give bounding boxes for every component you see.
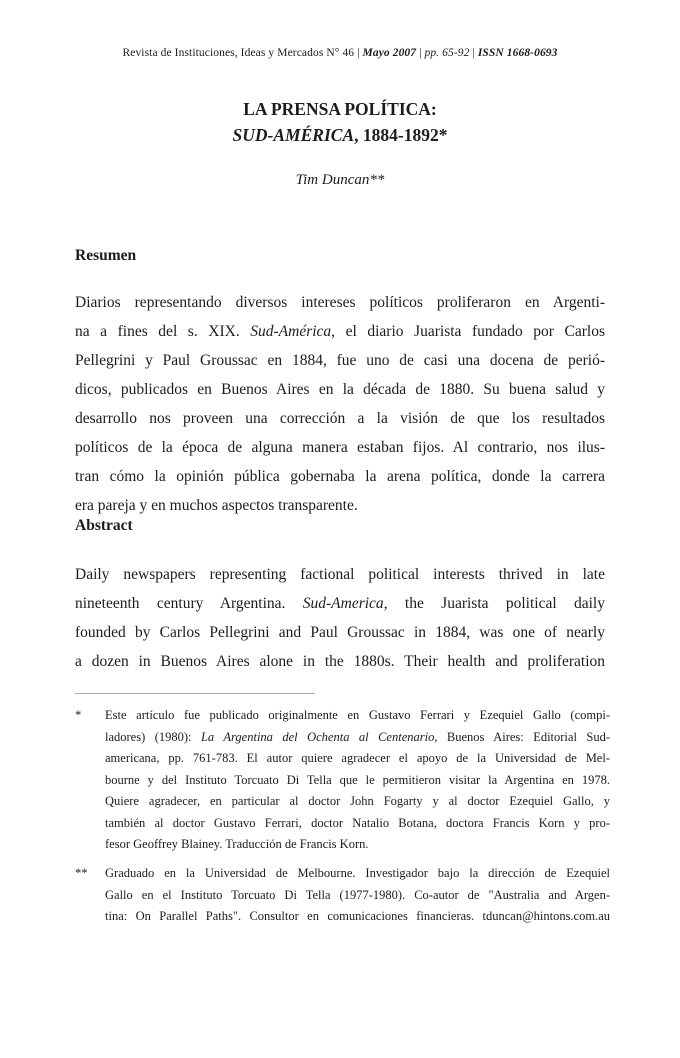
text-segment: políticos de la época de alguna manera estaban fijos. Al contrario, nos ilus-	[75, 439, 605, 456]
text-line	[75, 122, 605, 148]
text-segment: nineteenth century Argentina.	[75, 595, 303, 612]
text-segment: Sud-América	[250, 323, 332, 340]
text-segment: La Argentina del Ochenta al Centenario	[200, 729, 435, 744]
article-title	[75, 96, 605, 148]
text-line	[75, 433, 605, 462]
text-segment: Pellegrini y Paul Groussac en 1884, fue uno de casi una docena de perió-	[75, 352, 605, 369]
footnote-separator	[75, 693, 315, 694]
resumen-heading: Resumen	[75, 247, 137, 264]
text-segment: Revista de Instituciones, Ideas y Mercados N° 46	[122, 47, 355, 59]
text-line	[75, 560, 605, 589]
text-line	[105, 834, 610, 856]
text-segment: |	[416, 47, 425, 59]
text-line	[105, 770, 610, 792]
author-byline	[0, 172, 680, 189]
text-segment: Daily newspapers representing factional political interests thrived in late	[75, 566, 605, 583]
text-segment: bourne y del Instituto Torcuato Di Tella que le permitieron visitar la Argentina en 1978.	[105, 772, 610, 787]
text-line	[105, 863, 610, 885]
text-line	[75, 462, 605, 491]
text-segment: Mayo 2007	[362, 47, 417, 59]
text-line	[105, 885, 610, 907]
text-line	[75, 317, 605, 346]
text-segment: Diarios representando diversos intereses políticos proliferaron en Argenti-	[75, 294, 605, 311]
footnote-text	[105, 705, 610, 856]
footnote-first	[75, 705, 610, 856]
text-line	[75, 288, 605, 317]
footnote-marker: *	[75, 708, 82, 722]
text-segment: fesor Geoffrey Blainey. Traducción de Francis Korn.	[105, 837, 369, 851]
text-segment: na a fines del s. XIX.	[75, 323, 251, 340]
text-line	[105, 813, 610, 835]
text-segment: founded by Carlos Pellegrini and Paul Groussac in 1884, was one of nearly	[75, 624, 605, 641]
text-segment: , 1884-1892*	[354, 125, 448, 145]
text-line	[75, 647, 605, 676]
text-segment: desarrollo nos proveen una corrección a la visión de que los resultados	[75, 410, 605, 427]
text-line	[105, 906, 610, 928]
journal-header	[0, 47, 680, 59]
text-segment: ladores) (1980):	[105, 729, 201, 744]
footnote-text	[105, 863, 610, 928]
text-line	[75, 404, 605, 433]
text-segment: era pareja y en muchos aspectos transparente.	[75, 497, 358, 514]
text-segment: SUD-AMÉRICA	[232, 125, 355, 145]
text-segment: Gallo en el Instituto Torcuato Di Tella (1977-1980). Co-autor de "Australia and Argen-	[105, 887, 610, 902]
text-segment: , el diario Juarista fundado por Carlos	[331, 323, 605, 340]
text-segment: pp. 65-92	[424, 47, 470, 59]
text-segment: tran cómo la opinión pública gobernaba la arena política, donde la carrera	[75, 468, 605, 485]
text-segment: Quiere agradecer, en particular al doctor John Fogarty y al doctor Ezequiel Gallo, y	[105, 794, 610, 808]
footnote-marker: **	[75, 866, 88, 880]
text-line	[75, 346, 605, 375]
text-segment: |	[469, 47, 478, 59]
text-line	[75, 618, 605, 647]
text-segment: Sud-America	[302, 595, 384, 612]
text-segment: , the Juarista political daily	[383, 595, 605, 612]
text-segment: Este artículo fue publicado originalmente en Gustavo Ferrari y Ezequiel Gallo (compi-	[105, 708, 610, 722]
footnote-second	[75, 863, 610, 928]
text-segment: ISSN 1668-0693	[477, 47, 558, 59]
text-segment: LA PRENSA POLÍTICA:	[243, 99, 437, 119]
text-line	[75, 96, 605, 122]
text-segment: dicos, publicados en Buenos Aires en la década de 1880. Su buena salud y	[75, 381, 605, 398]
text-line	[75, 491, 605, 520]
text-line	[105, 791, 610, 813]
text-line	[75, 589, 605, 618]
abstract-heading: Abstract	[75, 517, 133, 534]
text-segment: |	[354, 47, 363, 59]
text-segment: americana, pp. 761-783. El autor quiere agradecer el apoyo de la Universidad de Mel-	[105, 751, 610, 765]
text-segment: tina: On Parallel Paths". Consultor en comunicaciones financieras. tduncan@hintons.com.au	[105, 909, 610, 923]
text-segment: Graduado en la Universidad de Melbourne. Investigador bajo la dirección de Ezequiel	[105, 866, 610, 880]
text-segment: Tim Duncan**	[295, 172, 385, 188]
text-segment: también al doctor Gustavo Ferrari, doctor Natalio Botana, doctora Francis Korn y pro-	[105, 815, 610, 830]
text-line	[75, 375, 605, 404]
text-line	[105, 748, 610, 770]
text-line	[105, 705, 610, 727]
text-line	[105, 727, 610, 749]
text-segment: , Buenos Aires: Editorial Sud-	[434, 729, 610, 744]
abstract-paragraph	[75, 560, 605, 676]
resumen-paragraph	[75, 288, 605, 520]
text-segment: a dozen in Buenos Aires alone in the 1880s. Their health and proliferation	[75, 653, 605, 670]
